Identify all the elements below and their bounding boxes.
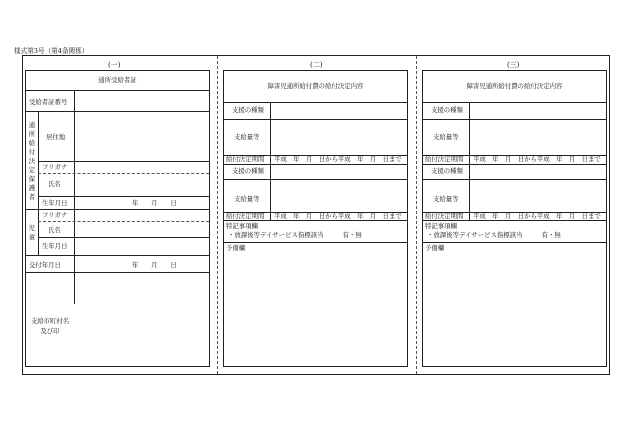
p2-service-type-label-1: 支援の種類 [232,106,264,114]
p3-reserve-label: 予備欄 [425,244,445,252]
p2-notes-rule [224,242,407,243]
guardian-address-rule [38,161,209,162]
p2-service-type-rule-1 [224,119,407,120]
child-group-rule [26,255,209,256]
panel-1-title-rule [26,90,209,91]
p3-service-type-rule-2 [423,179,606,180]
guardian-group-divider [38,111,39,209]
panel-3 [422,70,607,367]
panel-3-title-rule [423,102,606,103]
p2-supply-amount-label-2: 支給量等 [234,195,260,203]
p2-period-rule-1 [224,164,407,165]
guardian-furigana-rule [38,173,209,174]
p2-service-type-rule-2 [224,179,407,180]
panel-2-title: 障害児通所給付費の給付決定内容 [267,82,364,90]
form-sheet [22,55,610,375]
guardian-group-rule [26,209,209,210]
child-group-divider [38,209,39,255]
issue-date-value: 年 月 日 [132,261,177,269]
panel-1-title: 通所受給者証 [98,76,137,84]
p2-supply-amount-label-1: 支給量等 [234,133,260,141]
panel-number-1: (一) [108,61,121,69]
child-group-label: 児童 [28,224,36,241]
p2-notes-item: ・放課後等デイサービス指標該当 有・無 [228,231,362,239]
p3-period-value-1: 平成 年 月 日から平成 年 月 日まで [473,155,601,163]
child-furigana-rule [38,221,209,222]
child-name-rule [38,237,209,238]
fold-line-1 [217,56,218,374]
child-name-label: 氏名 [48,226,61,234]
recipient-number-label: 受給者証番号 [29,98,68,106]
child-birthdate-label: 生年月日 [42,242,68,250]
issue-date-label: 交付年月日 [29,261,61,269]
p3-service-type-label-2: 支援の種類 [431,167,463,175]
panel-3-title: 障害児通所給付費の給付決定内容 [466,82,563,90]
p3-service-type-rule-1 [423,119,606,120]
p3-period-value-2: 平成 年 月 日から平成 年 月 日まで [473,212,601,220]
p2-period-rule-2 [224,220,407,221]
p3-notes-label: 特記事項欄 [425,222,457,230]
p3-period-rule-2 [423,220,606,221]
p2-period-value-1: 平成 年 月 日から平成 年 月 日まで [274,155,402,163]
p3-period-rule-1 [423,164,606,165]
p3-period-label-2: 給付決定期間 [425,212,464,220]
p3-supply-amount-label-2: 支給量等 [433,195,459,203]
p2-period-label-2: 給付決定期間 [226,212,265,220]
p3-period-label-1: 給付決定期間 [425,155,464,163]
panel-1-label-divider [74,111,75,304]
p3-notes-rule [423,242,606,243]
p3-supply-amount-label-1: 支給量等 [433,133,459,141]
child-furigana-label: フリガナ [42,211,68,219]
form-id: 様式第3号（第4条関係） [14,47,89,55]
panel-1 [25,70,210,367]
panel-2-title-rule [224,102,407,103]
recipient-number-divider [74,90,75,111]
p3-service-type-label-1: 支援の種類 [431,106,463,114]
guardian-name-rule [38,196,209,197]
p3-notes-item: ・放課後等デイサービス指標該当 有・無 [427,231,561,239]
guardian-birthdate-label: 生年月日 [42,199,68,207]
guardian-furigana-label: フリガナ [42,163,68,171]
p2-period-label-1: 給付決定期間 [226,155,265,163]
municipality-label: 支給市町村名 及び印 [30,317,70,335]
recipient-number-rule [26,111,209,112]
p2-period-value-2: 平成 年 月 日から平成 年 月 日まで [274,212,402,220]
issue-date-rule [26,272,209,273]
fold-line-2 [416,56,417,374]
guardian-address-label: 居住地 [46,133,66,141]
panel-number-3: (三) [507,61,520,69]
p2-reserve-label: 予備欄 [226,244,246,252]
guardian-birthdate-value: 年 月 日 [132,199,177,207]
guardian-group-label: 通所給付決定保護者 [28,121,36,201]
p2-notes-label: 特記事項欄 [226,222,258,230]
p2-service-type-label-2: 支援の種類 [232,167,264,175]
panel-2 [223,70,408,367]
guardian-name-label: 氏名 [48,180,61,188]
panel-number-2: (二) [310,61,323,69]
